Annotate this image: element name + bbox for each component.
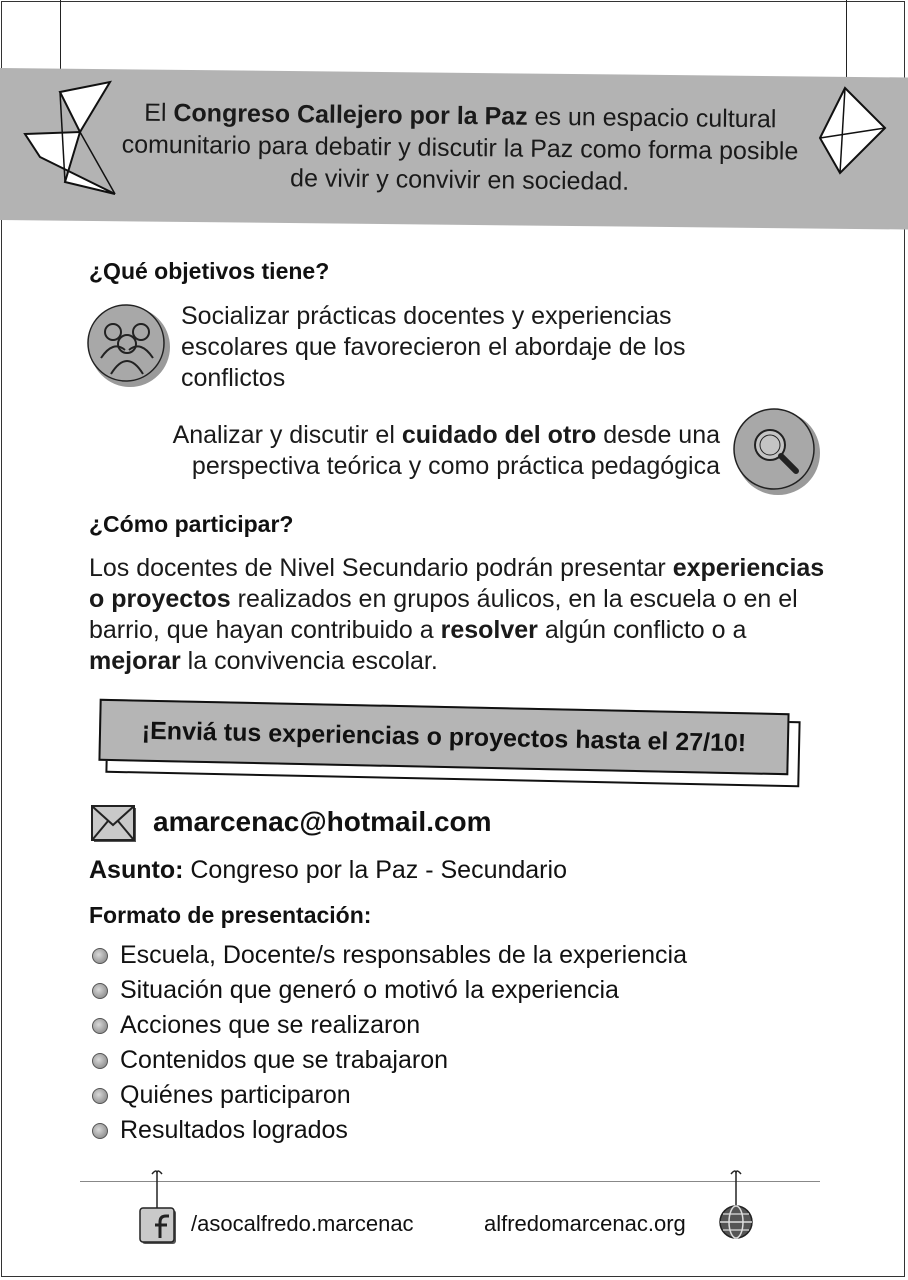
list-item: Situación que generó o motivó la experiencia	[92, 973, 687, 1008]
bullet-icon	[92, 983, 108, 999]
list-item: Escuela, Docente/s responsables de la experiencia	[92, 938, 687, 973]
bullet-icon	[92, 1018, 108, 1034]
format-heading: Formato de presentación:	[89, 902, 372, 928]
people-group-icon	[85, 302, 171, 388]
bullet-icon	[92, 1088, 108, 1104]
email-subject: Asunto: Congreso por la Paz - Secundario	[89, 856, 567, 884]
list-item: Contenidos que se trabajaron	[92, 1043, 687, 1078]
intro-text: El Congreso Callejero por la Paz es un espacio cultural comunitario para debatir y discutir la Paz como forma posible de vivir y convivir en sociedad.	[121, 98, 799, 196]
participate-heading: ¿Cómo participar?	[89, 511, 294, 537]
objective-item-1: Socializar prácticas docentes y experiencias escolares que favorecieron el abordaje de los conflictos	[181, 302, 686, 392]
format-list	[92, 938, 687, 1148]
participate-text: Los docentes de Nivel Secundario podrán presentar experiencias o proyectos realizados en grupos áulicos, en la escuela o en el barrio, que hayan contribuido a resolver algún conflicto o a mejorar la convivencia escolar.	[89, 554, 825, 675]
footer-divider	[80, 1181, 820, 1182]
bullet-icon	[92, 948, 108, 964]
envelope-icon	[91, 805, 137, 843]
deadline-callout: ¡Enviá tus experiencias o proyectos hasta el 27/10!	[98, 699, 789, 775]
facebook-icon[interactable]	[138, 1168, 180, 1248]
bullet-icon	[92, 1123, 108, 1139]
list-item: Quiénes participaron	[92, 1078, 687, 1113]
bullet-icon	[92, 1053, 108, 1069]
website-link[interactable]: alfredomarcenac.org	[484, 1211, 686, 1236]
objective-item-2: Analizar y discutir el cuidado del otro desde una perspectiva teórica y como práctica pedagógica	[172, 421, 720, 480]
list-item: Resultados logrados	[92, 1113, 687, 1148]
globe-icon[interactable]	[716, 1168, 756, 1244]
list-item: Acciones que se realizaron	[92, 1008, 687, 1043]
magnifier-icon	[730, 405, 822, 497]
facebook-link[interactable]: /asocalfredo.marcenac	[191, 1211, 414, 1236]
contact-email[interactable]: amarcenac@hotmail.com	[153, 806, 492, 837]
objectives-heading: ¿Qué objetivos tiene?	[89, 258, 330, 284]
